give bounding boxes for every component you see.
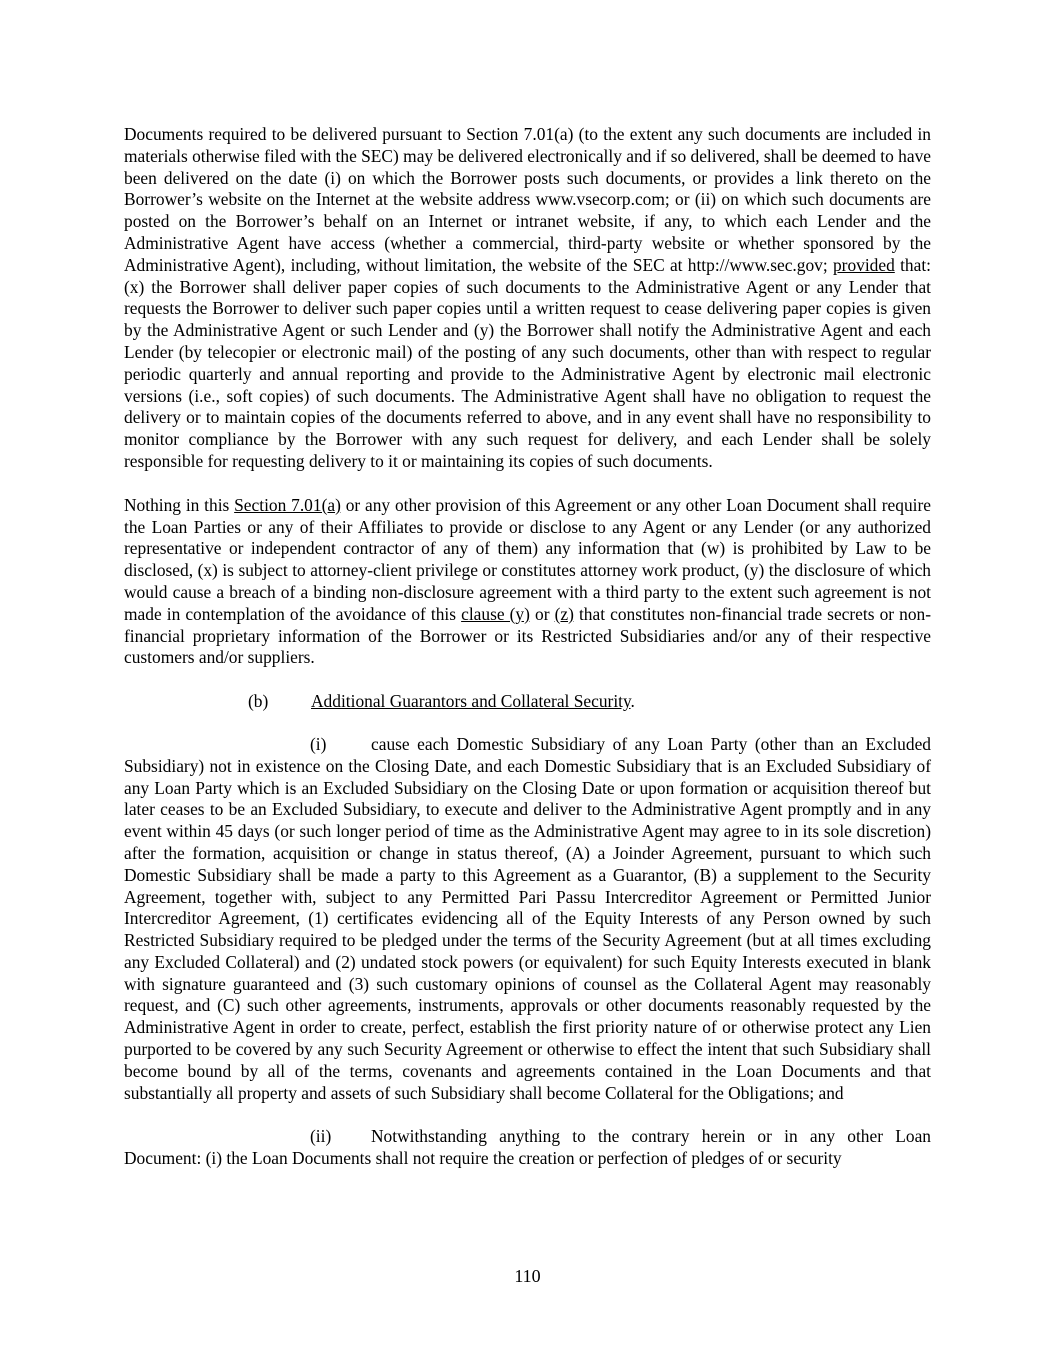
document-page [124,124,931,1170]
section-b-heading [124,691,931,713]
page-number: 110 [514,1266,541,1286]
item-ii-text: Notwithstanding anything to the contrary herein or in any other Loan Document: (i) the Loan Documents shall not require the creation or perfection of pledges of or security [124,1126,931,1169]
section-reference: Section 7.01(a) [234,494,341,515]
paragraph-2-text-c: or [529,603,555,624]
item-ii-number: (ii) [310,1126,332,1147]
provided-term: provided [832,254,895,275]
item-ii-paragraph [124,1126,931,1170]
item-i-number: (i) [310,733,327,754]
paragraph-disclosure-limits [124,495,931,669]
item-i-text: cause each Domestic Subsidiary of any Loan Party (other than an Excluded Subsidiary) not in existence on the Closing Date, and each Domestic Subsidiary that is an Excluded Subsidiary of any Loan Party which is an Excluded Subsidiary on the Closing Date or upon formation or acquisition thereof but later ceases to be an Excluded Subsidiary, to execute and deliver to the Administrative Agent promptly and in any event within 45 days (or such longer period of time as the Administrative Agent may agree to in its sole discretion) after the formation, acquisition or change in status thereof, (A) a Joinder Agreement, pursuant to which such Domestic Subsidiary shall be made a party to this Agreement as a Guarantor, (B) a supplement to the Security Agreement, together with, subject to any Permitted Pari Passu Intercreditor Agreement or Permitted Junior Intercreditor Agreement, (1) certificates evidencing all of the Equity Interests of any Person owned by such Restricted Subsidiary required to be pledged under the terms of the Security Agreement (but at all times excluding any Excluded Collateral) and (2) undated stock powers (or equivalent) for such Equity Interests executed in blank with signature guaranteed and (3) such customary opinions of counsel as the Collateral Agent may reasonably request, and (C) such other agreements, instruments, approvals or other documents reasonably requested by the Administrative Agent in order to create, perfect, establish the first priority nature of or otherwise protect any Lien purported to be covered by any such Security Agreement or otherwise to effect the intent that such Subsidiary shall become bound by all of the terms, covenants and agreements contained in the Loan Documents and that substantially all property and assets of such Subsidiary shall become Collateral for the Obligations; and [124,733,931,1103]
paragraph-electronic-delivery [124,124,931,473]
paragraph-1-text-b: that: (x) the Borrower shall deliver paper copies of such documents to the Administrative Agent or any Lender that requests the Borrower to deliver such paper copies until a written request to cease delivering paper copies is given by the Administrative Agent or such Lender and (y) the Borrower shall notify the Administrative Agent and each Lender (by telecopier or electronic mail) of the posting of any such documents, other than with respect to regular periodic quarterly and annual reporting and provide to the Administrative Agent by electronic mail electronic versions (i.e., soft copies) of such documents. The Administrative Agent shall have no obligation to request the delivery or to maintain copies of the documents referred to above, and in any event shall have no responsibility to monitor compliance by the Borrower with any such request for delivery, and each Lender shall be solely responsible for requesting delivery to it or maintaining its copies of such documents. [124,254,931,471]
paragraph-2-text-a: Nothing in this [124,494,235,515]
section-b-title: Additional Guarantors and Collateral Security [311,691,631,712]
clause-y-reference: clause (y) [461,603,530,624]
paragraph-2-text-d: that constitutes non-financial trade secrets or non-financial proprietary information of the Borrower or its Restricted Subsidiaries and/or any of their respective customers and/or suppliers. [124,603,932,668]
paragraph-2-text-b: or any other provision of this Agreement or any other Loan Document shall require the Loan Parties or any of their Affiliates to provide or disclose to any Agent or any Lender (or any authorized representative or independent contractor of any of them) any information that (w) is prohibited by Law to be disclosed, (x) is subject to attorney-client privilege or constitutes attorney work product, (y) the disclosure of which would cause a breach of a binding non-disclosure agreement with a third party to the extent such agreement is not made in contemplation of the avoidance of this [124,494,931,624]
paragraph-1-text-a: Documents required to be delivered pursuant to Section 7.01(a) (to the extent any such documents are included in materials otherwise filed with the SEC) may be delivered electronically and if so delivered, shall be deemed to have been delivered on the date (i) on which the Borrower posts such documents, or provides a link thereto on the Borrower’s website on the Internet at the website address www.vsecorp.com; or (ii) on which such documents are posted on the Borrower’s behalf on an Internet or intranet website, if any, to which each Lender and the Administrative Agent have access (whether a commercial, third-party website or whether sponsored by the Administrative Agent), including, without limitation, the website of the SEC at http://www.sec.gov; [124,124,931,275]
clause-z-reference: (z) [554,603,574,624]
section-b-number: (b) [248,691,269,712]
item-i-paragraph [124,734,931,1105]
section-b-period: . [630,691,635,712]
